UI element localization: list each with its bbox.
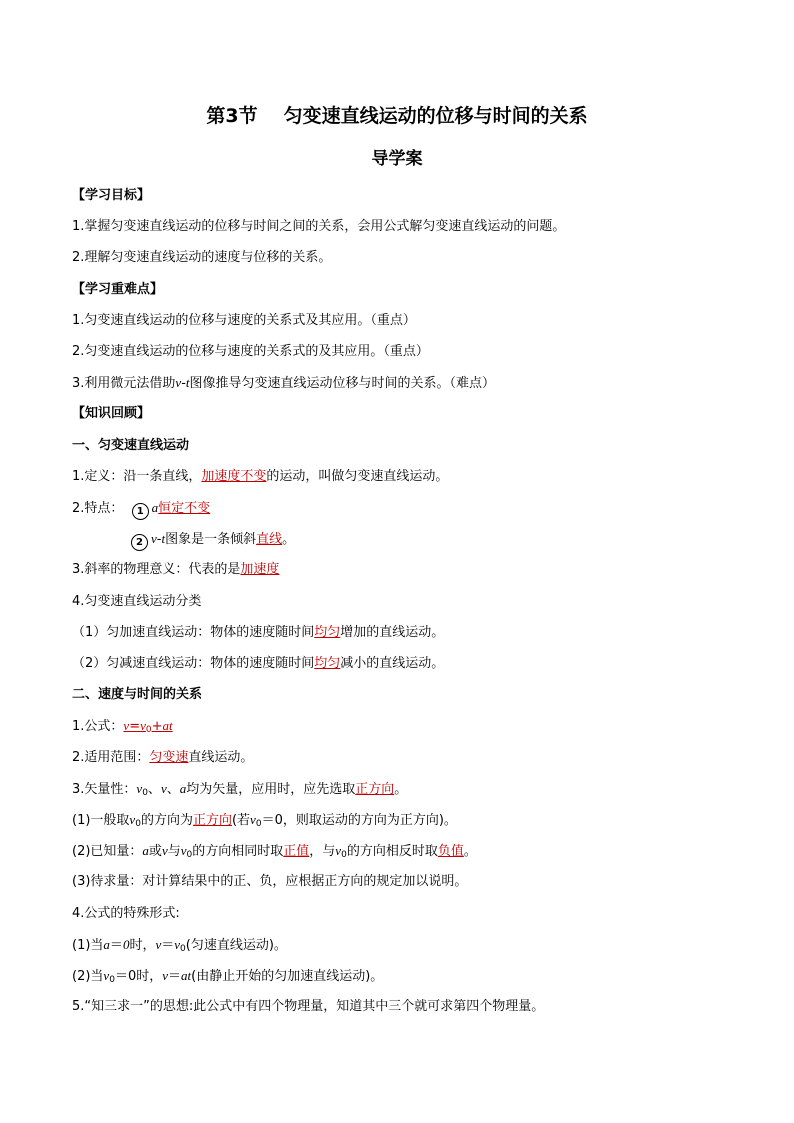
part1-heading: 一、匀变速直线运动 (72, 438, 190, 453)
guide-subtitle: 导学案 (371, 149, 423, 169)
answer-blank: 正方向 (355, 782, 395, 797)
slope-line: 3.斜率的物理意义：代表的是加速度 (72, 562, 280, 577)
answer-blank: 均匀 (314, 625, 341, 640)
review-heading: 【知识回顾】 (72, 406, 151, 421)
feature-line-2: 2 v-t图象是一条倾斜直线。 (131, 529, 295, 551)
special-form-2: (2)当$v_0=0$时，v＝at(由静止开始的匀加速直线运动)。 (72, 968, 384, 985)
special-forms-heading: 4.公式的特殊形式: (72, 906, 180, 921)
sign-rule-3: (3)待求量：对计算结果中的正、负，应根据正方向的规定加以说明。 (72, 874, 468, 889)
scope-line: 2.适用范围：匀变速直线运动。 (72, 750, 254, 765)
answer-blank: 均匀 (314, 656, 341, 671)
section-number: 第3节 (206, 105, 258, 127)
answer-blank: 负值 (437, 844, 464, 859)
sign-rule-2: (2)已知量：a或v与$v_0$的方向相同时取正值，与$v_0$的方向相反时取负值。 (72, 843, 477, 860)
goal-item-2: 2.理解匀变速直线运动的速度与位移的关系。 (72, 250, 332, 265)
answer-blank: 加速度 (240, 562, 280, 577)
answer-blank: 正值 (283, 844, 310, 859)
key-point-2: 2.匀变速直线运动的位移与速度的关系式的及其应用。（重点） (72, 344, 429, 359)
circled-number-2: 2 (131, 534, 148, 551)
sign-rule-1: (1)一般取$v_0$的方向为正方向(若$v_0=0$，则取运动的方向为正方向)。 (72, 812, 457, 829)
key-point-1: 1.匀变速直线运动的位移与速度的关系式及其应用。（重点） (72, 313, 416, 328)
answer-blank: 加速度不变 (201, 469, 267, 484)
formula-answer: $v=v_0+at$ (123, 718, 173, 735)
know-three-line: 5.“知三求一”的思想:此公式中有四个物理量，知道其中三个就可求第四个物理量。 (72, 999, 545, 1014)
part2-heading: 二、速度与时间的关系 (72, 687, 203, 702)
vector-line: 3.矢量性：$v_0$、v、a均为矢量，应用时，应先选取正方向。 (72, 781, 408, 798)
key-point-3: 3.利用微元法借助v-t图像推导匀变速直线运动位移与时间的关系。（难点） (72, 375, 496, 391)
classification-item-2: （2）匀减速直线运动：物体的速度随时间均匀减小的直线运动。 (72, 656, 445, 671)
circled-number-1: 1 (132, 503, 149, 520)
classification-heading: 4.匀变速直线运动分类 (72, 594, 202, 609)
goal-item-1: 1.掌握匀变速直线运动的位移与时间之间的关系，会用公式解匀变速直线运动的问题。 (72, 219, 566, 234)
key-points-heading: 【学习重难点】 (72, 282, 164, 297)
special-form-1: (1)当a＝0时，$v=v_0$(匀速直线运动)。 (72, 937, 287, 954)
answer-blank: 恒定不变 (158, 501, 211, 516)
answer-blank: 直线 (256, 532, 283, 547)
lesson-title (0, 102, 794, 130)
classification-item-1: （1）匀加速直线运动：物体的速度随时间均匀增加的直线运动。 (72, 625, 445, 640)
feature-line-1: 2.特点： 1 a恒定不变 (72, 498, 210, 520)
goals-heading: 【学习目标】 (72, 188, 151, 203)
answer-blank: 正方向 (192, 813, 232, 828)
lesson-topic: 匀变速直线运动的位移与时间的关系 (283, 105, 588, 127)
formula-line: 1.公式：$v=v_0+at$ (72, 718, 173, 735)
answer-blank: 匀变速 (149, 750, 189, 765)
definition-line: 1.定义：沿一条直线，加速度不变的运动，叫做匀变速直线运动。 (72, 469, 449, 484)
